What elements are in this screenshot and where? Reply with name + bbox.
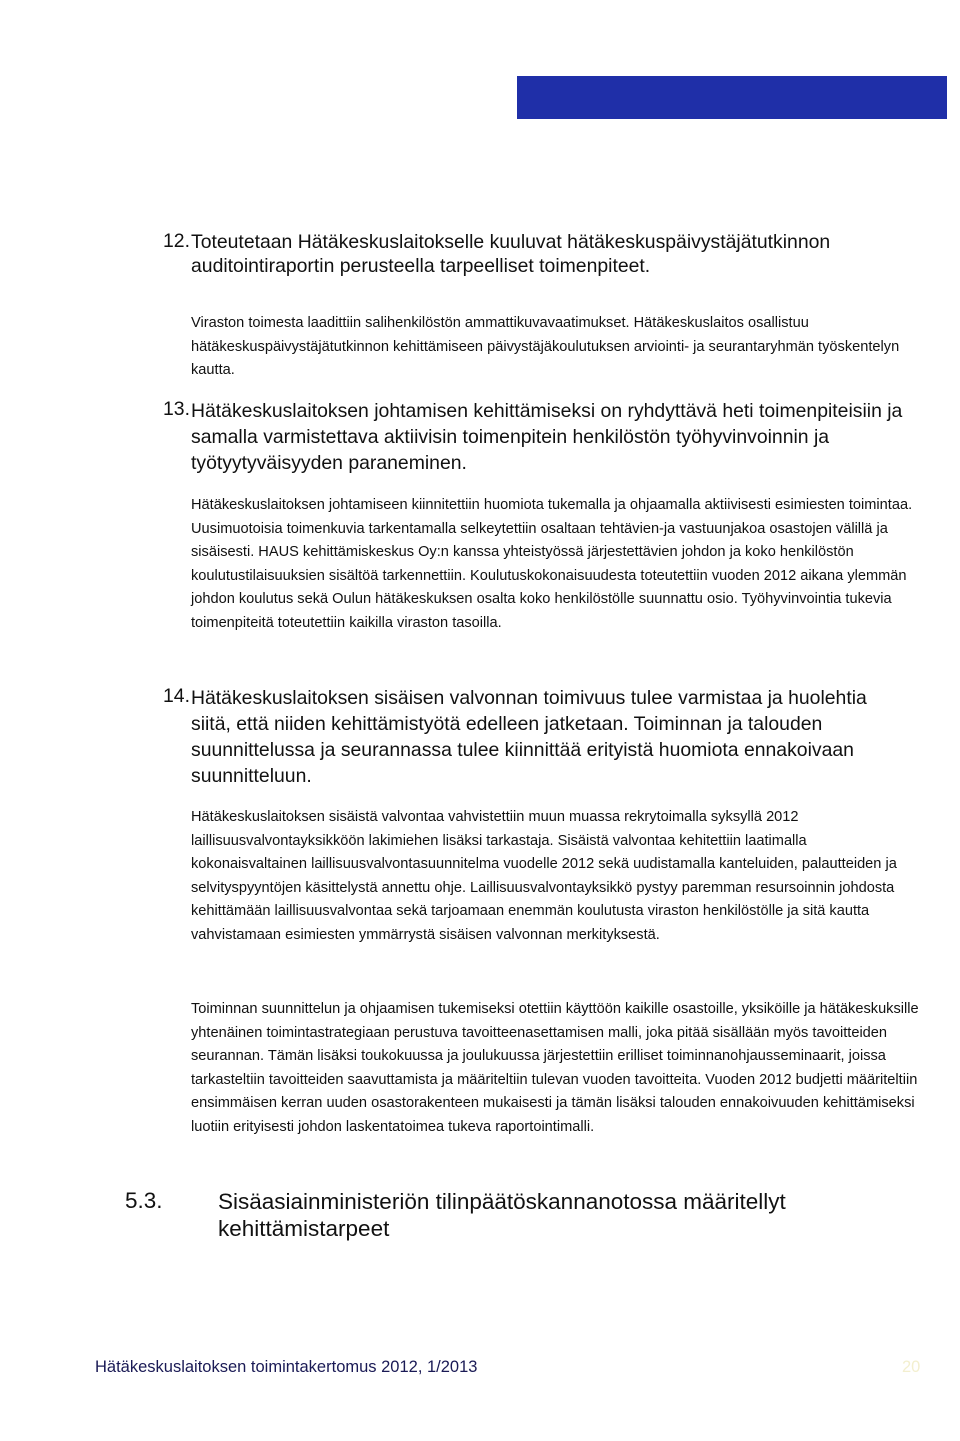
item-13-paragraph: Hätäkeskuslaitoksen johtamiseen kiinnitettiin huomiota tukemalla ja ohjaamalla aktiivisesti esimiesten toimintaa. Uusimuotoisia toimenkuvia tarkentamalla selkeytettiin osaltaan tehtävien-ja vastuunjakoa osastojen välillä ja sisäisesti. HAUS kehittämiskeskus Oy:n kanssa yhteistyössä järjestettävien johdon ja koko henkilöstön koulutustilaisuuksien sisältöä tarkennettiin. Koulutuskokonaisuudesta toteutettiin vuoden 2012 aikana ylemmän johdon koulutus sekä Oulun hätäkeskuksen osalta koko henkilöstölle suunnattu osio. Työhyvinvointia tukevia toimenpiteitä toteutettiin kaikilla viraston tasoilla. (191, 497, 913, 631)
item-13-heading: Hätäkeskuslaitoksen johtamisen kehittämiseksi on ryhdyttävä heti toimenpiteisiin ja samalla varmistettava aktiivisin toimenpitein henkilöstön työhyvinvoinnin ja työtyytyväisyyden paraneminen. (191, 400, 903, 474)
header-accent-bar (517, 76, 947, 119)
item-12-paragraph: Viraston toimesta laadittiin salihenkilöstön ammattikuvavaatimukset. Hätäkeskuslaitos osallistuu hätäkeskuspäivystäjätutkinnon kehittämiseen päivystäjäkoulutuksen arviointi- ja seurantaryhmän työskentelyn kautta. (191, 315, 900, 378)
item-13-number: 13. (163, 398, 190, 420)
section-title: Sisäasiainministeriön tilinpäätöskannanotossa määritellyt kehittämistarpeet (218, 1189, 786, 1241)
item-14-paragraph-1: Hätäkeskuslaitoksen sisäistä valvontaa vahvistettiin muun muassa rekrytoimalla syksyllä 2012 laillisuusvalvontayksikköön lakimiehen lisäksi tarkastaja. Sisäistä valvontaa kehitettiin laatimalla kokonaisvaltainen laillisuusvalvontasuunnitelma vuodelle 2012 sekä uudistamalla kanteluiden, palautteiden ja selvityspyyntöjen käsittelystä annettu ohje. Laillisuusvalvontayksikkö pystyy paremman resursoinnin johdosta kehittämään laillisuusvalvontaa sekä tarjoamaan enemmän koulutusta viraston henkilöstölle ja sitä kautta vahvistamaan esimiesten ymmärrystä sisäisen valvonnan merkityksestä. (191, 809, 897, 943)
item-14-heading: Hätäkeskuslaitoksen sisäisen valvonnan toimivuus tulee varmistaa ja huolehtia siitä, että niiden kehittämistyötä edelleen jatketaan. Toiminnan ja talouden suunnittelussa ja seurannassa tulee kiinnittää erityistä huomiota ennakoivaan suunnitteluun. (191, 687, 867, 787)
section-number: 5.3. (125, 1188, 163, 1213)
footer-title: Hätäkeskuslaitoksen toimintakertomus 2012, 1/2013 (95, 1358, 478, 1376)
page-number: 20 (902, 1358, 921, 1376)
item-12-number: 12. (163, 230, 190, 252)
item-14-paragraph-2: Toiminnan suunnittelun ja ohjaamisen tukemiseksi otettiin käyttöön kaikille osastoille, yksiköille ja hätäkeskuksille yhtenäinen toimintastrategiaan perustuva tavoitteenasettamisen malli, joka pitää sisällään myös tavoitteiden seurannan. Tämän lisäksi toukokuussa ja joulukuussa järjestettiin erilliset toiminnanohjausseminaarit, joissa tarkasteltiin tavoitteiden saavuttamista ja määriteltiin tulevan vuoden tavoitteita. Vuoden 2012 budjetti määriteltiin ensimmäisen kerran uuden osastorakenteen mukaisesti ja tämän lisäksi talouden ennakoivuuden kehittämiseksi luotiin erityisesti johdon laskentatoimea tukeva raportointimalli. (191, 1001, 919, 1135)
item-14-number: 14. (163, 685, 190, 707)
item-12-heading: Toteutetaan Hätäkeskuslaitokselle kuuluvat hätäkeskuspäivystäjätutkinnon auditointiraportin perusteella tarpeelliset toimenpiteet. (191, 231, 831, 277)
